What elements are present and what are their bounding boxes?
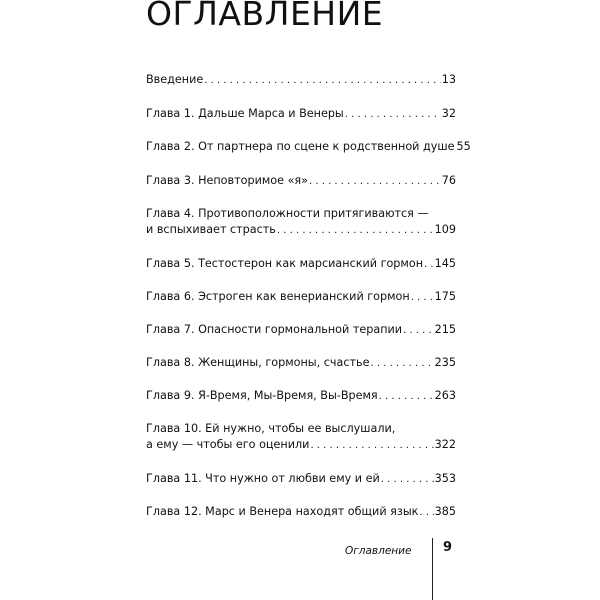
toc-entry-chapter-6[interactable] xyxy=(146,289,456,305)
toc-line xyxy=(146,72,456,88)
toc-entry-chapter-4[interactable] xyxy=(146,206,456,238)
dot-leader xyxy=(371,356,434,372)
toc-line xyxy=(146,206,456,222)
toc-entry-title: Глава 12. Марс и Венера находят общий язык xyxy=(146,505,419,518)
toc-line xyxy=(146,222,456,238)
toc-entry-title: Глава 11. Что нужно от любви ему и ей xyxy=(146,472,380,485)
dot-leader xyxy=(277,223,434,239)
toc-page-number: 109 xyxy=(434,223,456,236)
toc-line xyxy=(146,421,456,437)
toc-entry-title: Глава 8. Женщины, гормоны, счастье xyxy=(146,356,370,369)
toc-entry-chapter-12[interactable] xyxy=(146,504,456,520)
toc-entry-title: Глава 9. Я-Время, Мы-Время, Вы-Время xyxy=(146,389,378,402)
dot-leader xyxy=(419,505,433,521)
toc-page-number: 235 xyxy=(434,356,456,369)
toc-line xyxy=(146,471,456,487)
toc-page-number: 76 xyxy=(441,174,456,187)
toc-line xyxy=(146,388,456,404)
toc-entry-chapter-5[interactable] xyxy=(146,256,456,272)
toc-page-number: 353 xyxy=(434,472,456,485)
toc-entry-title: Введение xyxy=(146,73,204,86)
dot-leader xyxy=(379,389,434,405)
toc-entry-title: Глава 5. Тестостерон как марсианский гормон xyxy=(146,257,424,270)
toc-page-number: 55 xyxy=(456,140,471,153)
page-title: ОГЛАВЛЕНИЕ xyxy=(146,0,384,33)
dot-leader xyxy=(381,472,434,488)
toc-line xyxy=(146,289,456,305)
toc-entry-title: Глава 4. Противоположности притягиваются — xyxy=(146,207,429,220)
toc-line xyxy=(146,256,456,272)
toc-entry-chapter-3[interactable] xyxy=(146,173,456,189)
toc-line xyxy=(146,504,456,520)
toc-entry-introduction[interactable] xyxy=(146,72,456,88)
toc-line xyxy=(146,139,471,155)
toc-line xyxy=(146,437,456,453)
toc-entry-chapter-10[interactable] xyxy=(146,421,456,453)
toc-line xyxy=(146,106,456,122)
page-number: 9 xyxy=(443,540,453,555)
toc-entry-title: Глава 7. Опасности гормональной терапии xyxy=(146,323,403,336)
toc-entry-chapter-7[interactable] xyxy=(146,322,456,338)
toc-entry-title-continued: а ему — чтобы его оценили xyxy=(146,438,310,451)
toc-page-number: 215 xyxy=(434,323,456,336)
toc-line xyxy=(146,173,456,189)
toc-page-number: 145 xyxy=(434,257,456,270)
toc-entry-title: Глава 2. От партнера по сцене к родственной душе xyxy=(146,140,455,153)
toc-entry-title: Глава 6. Эстроген как венерианский гормон xyxy=(146,290,410,303)
toc-line xyxy=(146,322,456,338)
toc-page-number: 322 xyxy=(434,438,456,451)
toc-entry-title: Глава 1. Дальше Марса и Венеры xyxy=(146,107,344,120)
footer-divider xyxy=(432,538,433,600)
dot-leader xyxy=(424,257,434,273)
toc-page-number: 32 xyxy=(441,107,456,120)
running-footer-label: Оглавление xyxy=(345,545,412,557)
dot-leader xyxy=(310,438,433,454)
toc-page-number: 13 xyxy=(441,73,456,86)
toc-entry-chapter-1[interactable] xyxy=(146,106,456,122)
toc-page-number: 263 xyxy=(434,389,456,402)
dot-leader xyxy=(411,290,434,306)
toc-entry-chapter-9[interactable] xyxy=(146,388,456,404)
toc-line xyxy=(146,355,456,371)
toc-entry-chapter-2[interactable] xyxy=(146,139,471,155)
dot-leader xyxy=(403,323,434,339)
dot-leader xyxy=(204,73,441,89)
toc-page-number: 385 xyxy=(434,505,456,518)
dot-leader xyxy=(345,107,441,123)
dot-leader xyxy=(309,174,441,190)
toc-entry-title: Глава 3. Неповторимое «я» xyxy=(146,174,308,187)
toc-entry-title: Глава 10. Ей нужно, чтобы ее выслушали, xyxy=(146,422,396,435)
toc-entry-chapter-11[interactable] xyxy=(146,471,456,487)
toc-entry-chapter-8[interactable] xyxy=(146,355,456,371)
toc-entry-title-continued: и вспыхивает страсть xyxy=(146,223,276,236)
toc-page-number: 175 xyxy=(434,290,456,303)
